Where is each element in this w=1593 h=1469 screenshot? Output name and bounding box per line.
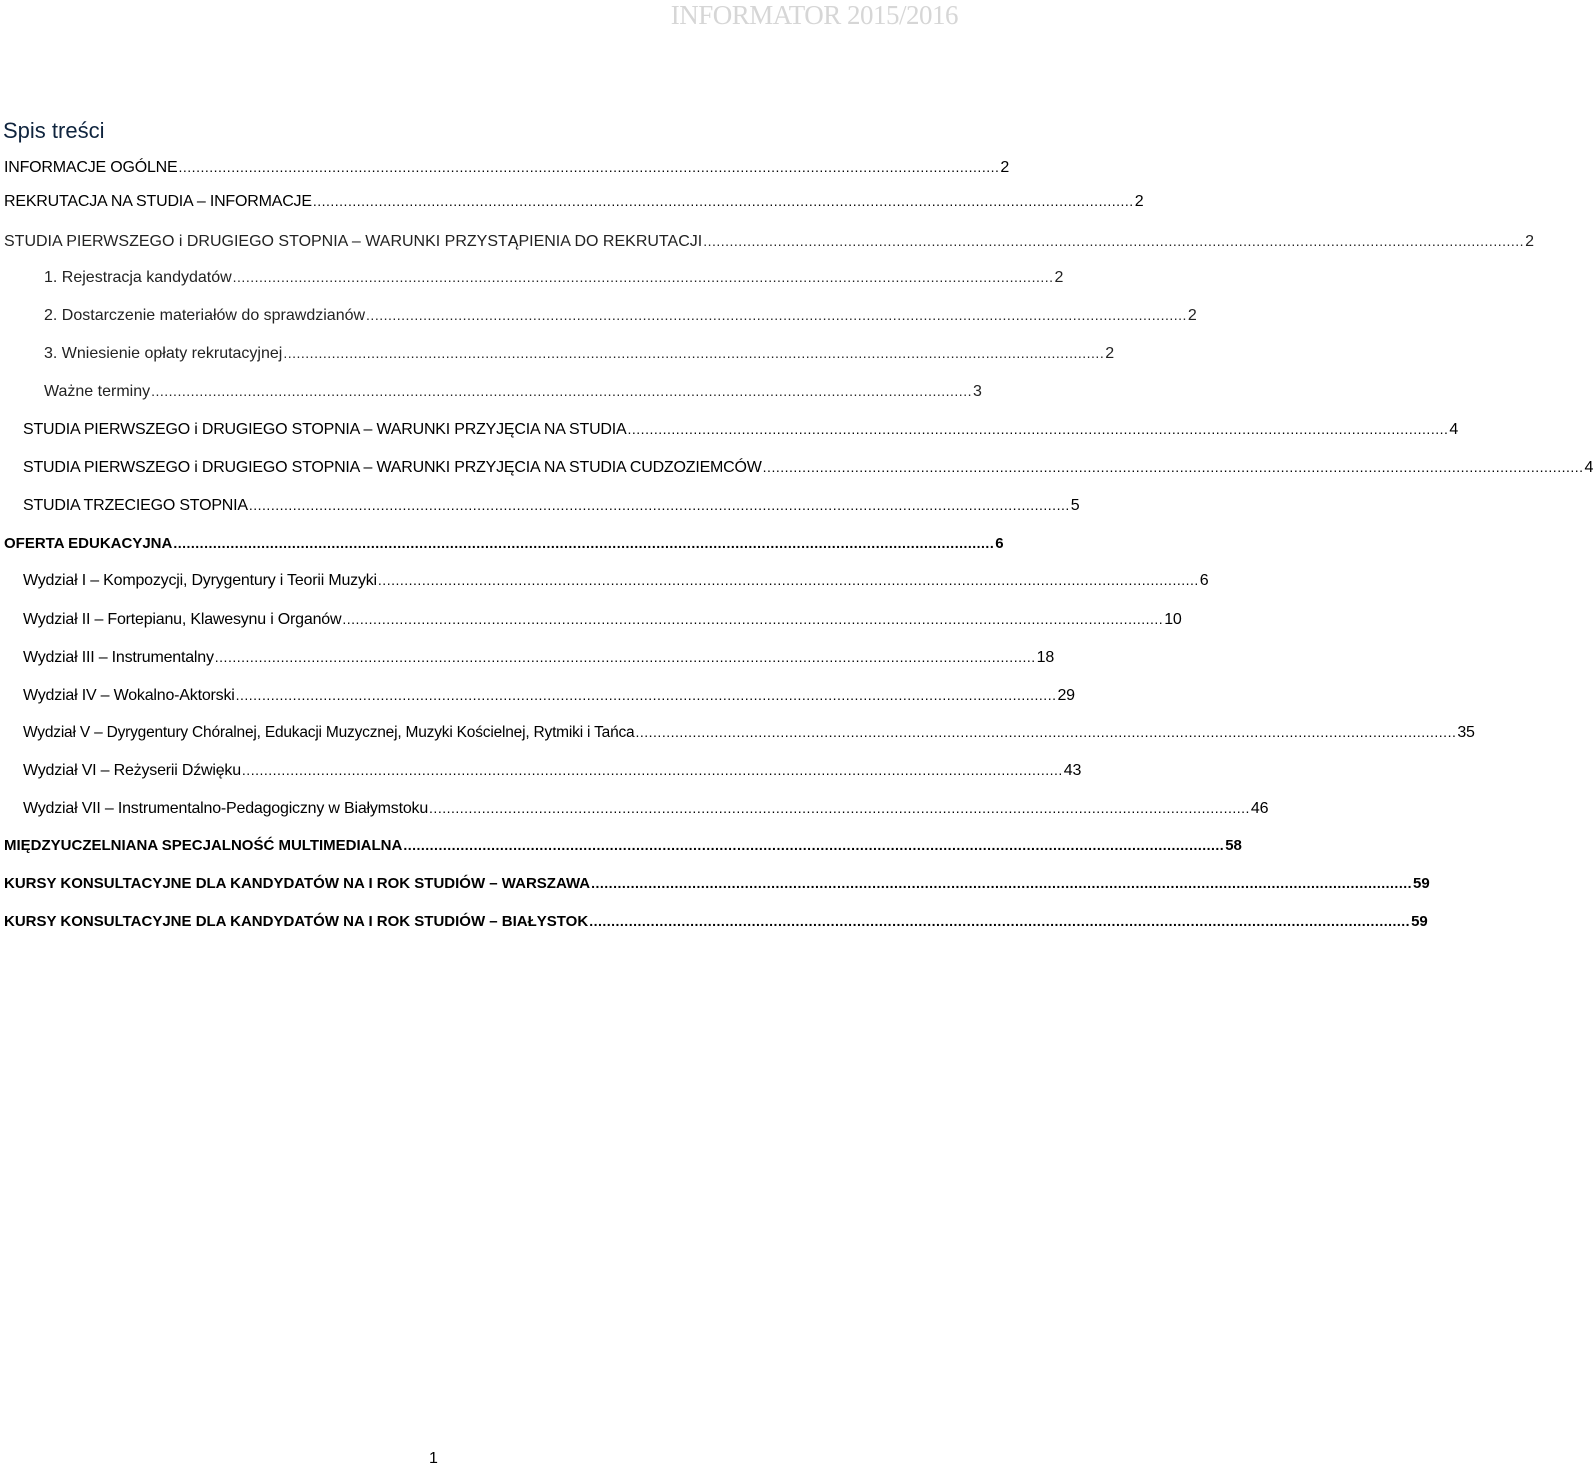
toc-entry-page: 4 xyxy=(1584,459,1593,476)
toc-entry[interactable] xyxy=(44,378,982,404)
toc-leader-dots: ........................................................................................................................................................................................... xyxy=(377,572,1199,588)
toc-leader-dots: ........................................................................................................................................................................................... xyxy=(635,724,1457,740)
toc-entry-page: 2 xyxy=(1000,159,1010,176)
toc-entry[interactable] xyxy=(44,264,1064,290)
toc-entry-label: Wydział VI – Reżyserii Dźwięku xyxy=(23,762,241,779)
toc-entry-page: 10 xyxy=(1164,611,1182,628)
toc-entry-page: 2 xyxy=(1105,345,1115,362)
toc-entry-label: Wydział I – Kompozycji, Dyrygentury i Teorii Muzyki xyxy=(23,572,377,589)
toc-leader-dots: ........................................................................................................................................................................................... xyxy=(248,497,1070,513)
toc-entry-page: 6 xyxy=(1199,572,1209,589)
toc-entry-page: 29 xyxy=(1057,687,1075,704)
toc-leader-dots: ........................................................................................................................................................................................... xyxy=(627,421,1449,437)
toc-entry-page: 59 xyxy=(1411,913,1428,930)
toc-entry-page: 5 xyxy=(1070,497,1080,514)
toc-entry-label: Wydział IV – Wokalno-Aktorski xyxy=(23,687,235,704)
toc-entry-page: 46 xyxy=(1250,800,1269,817)
toc-entry-label: Wydział II – Fortepianu, Klawesynu i Organów xyxy=(23,611,342,628)
toc-entry-page: 3 xyxy=(972,383,982,400)
toc-entry-page: 2 xyxy=(1134,193,1144,210)
toc-leader-dots: ........................................................................................................................................................................................... xyxy=(366,307,1187,323)
toc-entry[interactable] xyxy=(4,154,1010,180)
toc-entry-label: STUDIA PIERWSZEGO i DRUGIEGO STOPNIA – WARUNKI PRZYSTĄPIENIA DO REKRUTACJI xyxy=(4,233,703,250)
toc-leader-dots: ........................................................................................................................................................................................... xyxy=(235,687,1057,703)
toc-entry[interactable] xyxy=(23,606,1182,632)
toc-entry[interactable] xyxy=(23,644,1055,670)
toc-entry-page: 4 xyxy=(1449,421,1459,438)
toc-entry-label: 1. Rejestracja kandydatów xyxy=(44,269,232,286)
toc-entry-label: Ważne terminy xyxy=(44,383,151,400)
toc-entry[interactable] xyxy=(4,832,1242,858)
toc-entry[interactable] xyxy=(23,567,1209,593)
toc-entry[interactable] xyxy=(4,228,1534,254)
toc-entry-page: 43 xyxy=(1063,762,1082,779)
toc-entry[interactable] xyxy=(23,416,1459,442)
toc-entry[interactable] xyxy=(4,908,1428,934)
toc-entry[interactable] xyxy=(23,795,1269,821)
page-number: 1 xyxy=(429,1450,438,1467)
toc-entry[interactable] xyxy=(23,682,1075,708)
toc-entry[interactable] xyxy=(44,340,1115,366)
toc-leader-dots: ........................................................................................................................................................................................... xyxy=(403,837,1225,853)
toc-leader-dots: ........................................................................................................................................................................................... xyxy=(173,535,995,551)
toc-entry-page: 2 xyxy=(1187,307,1197,324)
toc-entry-page: 2 xyxy=(1054,269,1064,286)
toc-entry-label: OFERTA EDUKACYJNA xyxy=(4,535,173,552)
toc-leader-dots: ........................................................................................................................................................................................... xyxy=(429,800,1250,816)
toc-entry-label: Wydział VII – Instrumentalno-Pedagogiczny w Białymstoku xyxy=(23,800,429,817)
toc-entry-label: STUDIA PIERWSZEGO i DRUGIEGO STOPNIA – WARUNKI PRZYJĘCIA NA STUDIA CUDZOZIEMCÓW xyxy=(23,459,762,476)
toc-leader-dots: ........................................................................................................................................................................................... xyxy=(762,459,1584,475)
toc-entry-label: Wydział III – Instrumentalny xyxy=(23,649,214,666)
toc-entry-page: 35 xyxy=(1457,724,1475,741)
toc-entry[interactable] xyxy=(23,492,1080,518)
running-header-title: INFORMATOR 2015/2016 xyxy=(670,0,958,30)
toc-leader-dots: ........................................................................................................................................................................................... xyxy=(283,345,1105,361)
toc-entry-page: 58 xyxy=(1225,837,1242,854)
toc-leader-dots: ........................................................................................................................................................................................... xyxy=(241,762,1063,778)
toc-entry-label: STUDIA TRZECIEGO STOPNIA xyxy=(23,497,248,514)
toc-entry[interactable] xyxy=(4,530,1004,556)
toc-leader-dots: ........................................................................................................................................................................................... xyxy=(151,383,972,399)
toc-entry-label: INFORMACJE OGÓLNE xyxy=(4,159,178,176)
toc-entry-label: REKRUTACJA NA STUDIA – INFORMACJE xyxy=(4,193,312,210)
toc-entry-page: 59 xyxy=(1413,875,1430,892)
toc-leader-dots: ........................................................................................................................................................................................... xyxy=(214,649,1036,665)
toc-leader-dots: ........................................................................................................................................................................................... xyxy=(703,233,1525,249)
toc-leader-dots: ........................................................................................................................................................................................... xyxy=(312,193,1134,209)
toc-entry-label: 2. Dostarczenie materiałów do sprawdzianów xyxy=(44,307,366,324)
toc-entry-label: KURSY KONSULTACYJNE DLA KANDYDATÓW NA I ROK STUDIÓW – WARSZAWA xyxy=(4,875,591,892)
toc-leader-dots: ........................................................................................................................................................................................... xyxy=(342,611,1164,627)
toc-leader-dots: ........................................................................................................................................................................................... xyxy=(232,269,1054,285)
toc-leader-dots: ........................................................................................................................................................................................... xyxy=(589,913,1411,929)
toc-entry-label: 3. Wniesienie opłaty rekrutacyjnej xyxy=(44,345,283,362)
toc-entry[interactable] xyxy=(23,757,1082,783)
toc-leader-dots: ........................................................................................................................................................................................... xyxy=(591,875,1412,891)
toc-entry[interactable] xyxy=(4,870,1430,896)
toc-entry-label: Wydział V – Dyrygentury Chóralnej, Edukacji Muzycznej, Muzyki Kościelnej, Rytmiki i Tańca xyxy=(23,724,635,741)
toc-entry-label: MIĘDZYUCZELNIANA SPECJALNOŚĆ MULTIMEDIALNA xyxy=(4,837,403,854)
toc-heading: Spis treści xyxy=(3,118,105,143)
toc-entry-page: 6 xyxy=(995,535,1004,552)
toc-entry[interactable] xyxy=(23,454,1593,480)
toc-entry[interactable] xyxy=(44,302,1197,328)
toc-entry-page: 2 xyxy=(1525,233,1534,250)
toc-entry[interactable] xyxy=(23,719,1475,745)
toc-leader-dots: ........................................................................................................................................................................................... xyxy=(178,159,1000,175)
toc-entry[interactable] xyxy=(4,188,1144,214)
toc-entry-label: KURSY KONSULTACYJNE DLA KANDYDATÓW NA I ROK STUDIÓW – BIAŁYSTOK xyxy=(4,913,589,930)
toc-entry-page: 18 xyxy=(1036,649,1055,666)
toc-entry-label: STUDIA PIERWSZEGO i DRUGIEGO STOPNIA – WARUNKI PRZYJĘCIA NA STUDIA xyxy=(23,421,627,438)
